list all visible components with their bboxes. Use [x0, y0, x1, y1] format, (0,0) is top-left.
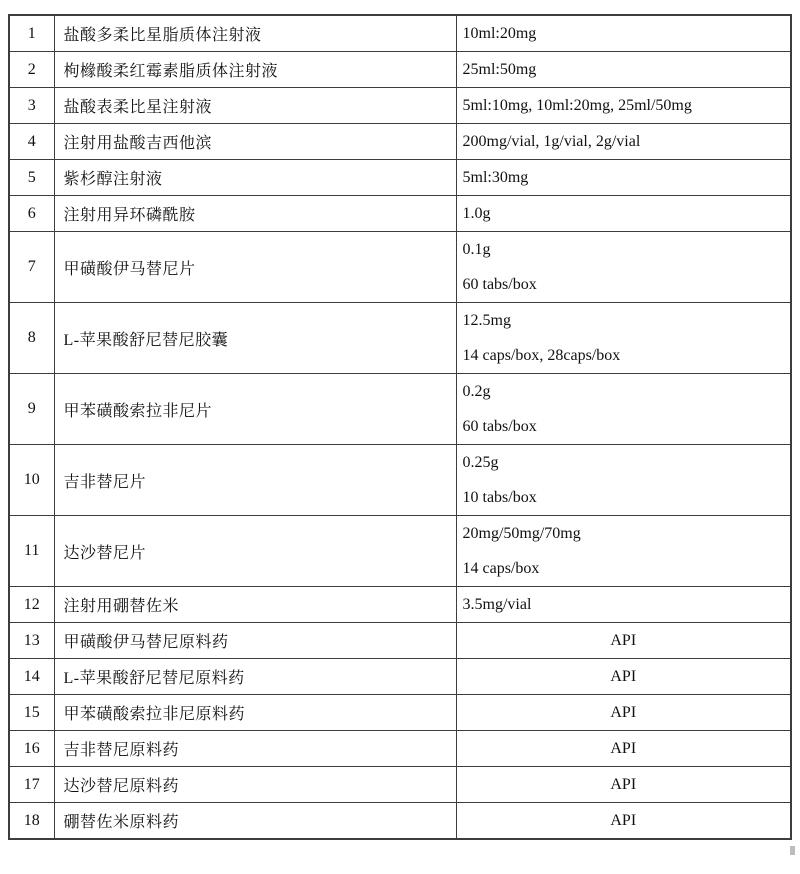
row-index-cell: 16 [9, 731, 54, 767]
specification-cell [456, 767, 791, 803]
product-name-cell: 盐酸多柔比星脂质体注射液 [54, 15, 456, 52]
row-index-cell: 18 [9, 803, 54, 840]
specification-line: 12.5mg [462, 312, 511, 329]
product-name-cell: 吉非替尼原料药 [54, 731, 456, 767]
specification-line: 0.2g [462, 383, 491, 400]
row-index-cell: 9 [9, 374, 54, 445]
specification-line: 200mg/vial, 1g/vial, 2g/vial [462, 133, 641, 150]
specification-cell [456, 15, 791, 52]
product-name-cell: 达沙替尼片 [54, 516, 456, 587]
specification-line: 0.1g [462, 241, 491, 258]
specification-cell [456, 374, 791, 445]
specification-line: 14 caps/box, 28caps/box [462, 347, 621, 364]
specification-line: 20mg/50mg/70mg [462, 525, 581, 542]
product-name-cell: 甲苯磺酸索拉非尼片 [54, 374, 456, 445]
row-index-cell: 14 [9, 659, 54, 695]
row-index-cell: 6 [9, 196, 54, 232]
table-row [9, 124, 791, 160]
specification-cell [456, 124, 791, 160]
table-row [9, 587, 791, 623]
product-name-cell: 枸橼酸柔红霉素脂质体注射液 [54, 52, 456, 88]
row-index-cell: 8 [9, 303, 54, 374]
specification-cell [456, 659, 791, 695]
specification-cell [456, 731, 791, 767]
specification-cell [456, 196, 791, 232]
specification-line: 14 caps/box [462, 560, 540, 577]
specification-cell [456, 516, 791, 587]
table-row [9, 803, 791, 840]
specification-line: 10 tabs/box [462, 489, 537, 506]
table-row [9, 374, 791, 445]
row-index-cell: 4 [9, 124, 54, 160]
row-index-cell: 2 [9, 52, 54, 88]
product-name-cell: 甲磺酸伊马替尼片 [54, 232, 456, 303]
product-name-cell: L-苹果酸舒尼替尼原料药 [54, 659, 456, 695]
specification-line: 3.5mg/vial [462, 596, 532, 613]
specification-cell [456, 88, 791, 124]
table-body [9, 15, 791, 839]
product-name-cell: 紫杉醇注射液 [54, 160, 456, 196]
row-index-cell: 7 [9, 232, 54, 303]
specification-line: 60 tabs/box [462, 418, 537, 435]
row-index-cell: 11 [9, 516, 54, 587]
specification-line: 5ml:30mg [462, 169, 529, 186]
row-index-cell: 13 [9, 623, 54, 659]
product-name-cell: 甲磺酸伊马替尼原料药 [54, 623, 456, 659]
row-index-cell: 3 [9, 88, 54, 124]
table-row [9, 659, 791, 695]
product-name-cell: 注射用盐酸吉西他滨 [54, 124, 456, 160]
specification-cell [456, 160, 791, 196]
row-index-cell: 1 [9, 15, 54, 52]
specification-line: 5ml:10mg, 10ml:20mg, 25ml/50mg [462, 97, 692, 114]
specification-cell [456, 52, 791, 88]
specification-line: API [610, 740, 637, 757]
specification-cell [456, 232, 791, 303]
specification-line: API [610, 704, 637, 721]
table-row [9, 516, 791, 587]
table-row [9, 623, 791, 659]
row-index-cell: 10 [9, 445, 54, 516]
product-name-cell: 吉非替尼片 [54, 445, 456, 516]
specification-cell [456, 695, 791, 731]
table-row [9, 232, 791, 303]
specification-line: 0.25g [462, 454, 499, 471]
product-name-cell: 注射用异环磷酰胺 [54, 196, 456, 232]
table-row [9, 445, 791, 516]
specification-line: 25ml:50mg [462, 61, 537, 78]
table-row [9, 88, 791, 124]
row-index-cell: 12 [9, 587, 54, 623]
table-row [9, 767, 791, 803]
specification-cell [456, 623, 791, 659]
product-name-cell: 硼替佐米原料药 [54, 803, 456, 840]
specification-line: API [610, 632, 637, 649]
product-name-cell: 达沙替尼原料药 [54, 767, 456, 803]
specification-line: API [610, 776, 637, 793]
product-name-cell: L-苹果酸舒尼替尼胶囊 [54, 303, 456, 374]
product-name-cell: 盐酸表柔比星注射液 [54, 88, 456, 124]
table-row [9, 303, 791, 374]
table-row [9, 731, 791, 767]
row-index-cell: 17 [9, 767, 54, 803]
row-index-cell: 5 [9, 160, 54, 196]
product-name-cell: 注射用硼替佐米 [54, 587, 456, 623]
specification-cell [456, 303, 791, 374]
specification-cell [456, 445, 791, 516]
table-row [9, 52, 791, 88]
specification-line: API [610, 668, 637, 685]
specification-cell [456, 803, 791, 840]
specification-line: 60 tabs/box [462, 276, 537, 293]
table-row [9, 15, 791, 52]
specification-line: API [610, 812, 637, 829]
product-name-cell: 甲苯磺酸索拉非尼原料药 [54, 695, 456, 731]
specification-cell [456, 587, 791, 623]
page-corner-mark [790, 846, 795, 855]
table-row [9, 695, 791, 731]
row-index-cell: 15 [9, 695, 54, 731]
table-row [9, 196, 791, 232]
product-table [8, 14, 792, 840]
specification-line: 1.0g [462, 205, 491, 222]
specification-line: 10ml:20mg [462, 25, 537, 42]
table-row [9, 160, 791, 196]
